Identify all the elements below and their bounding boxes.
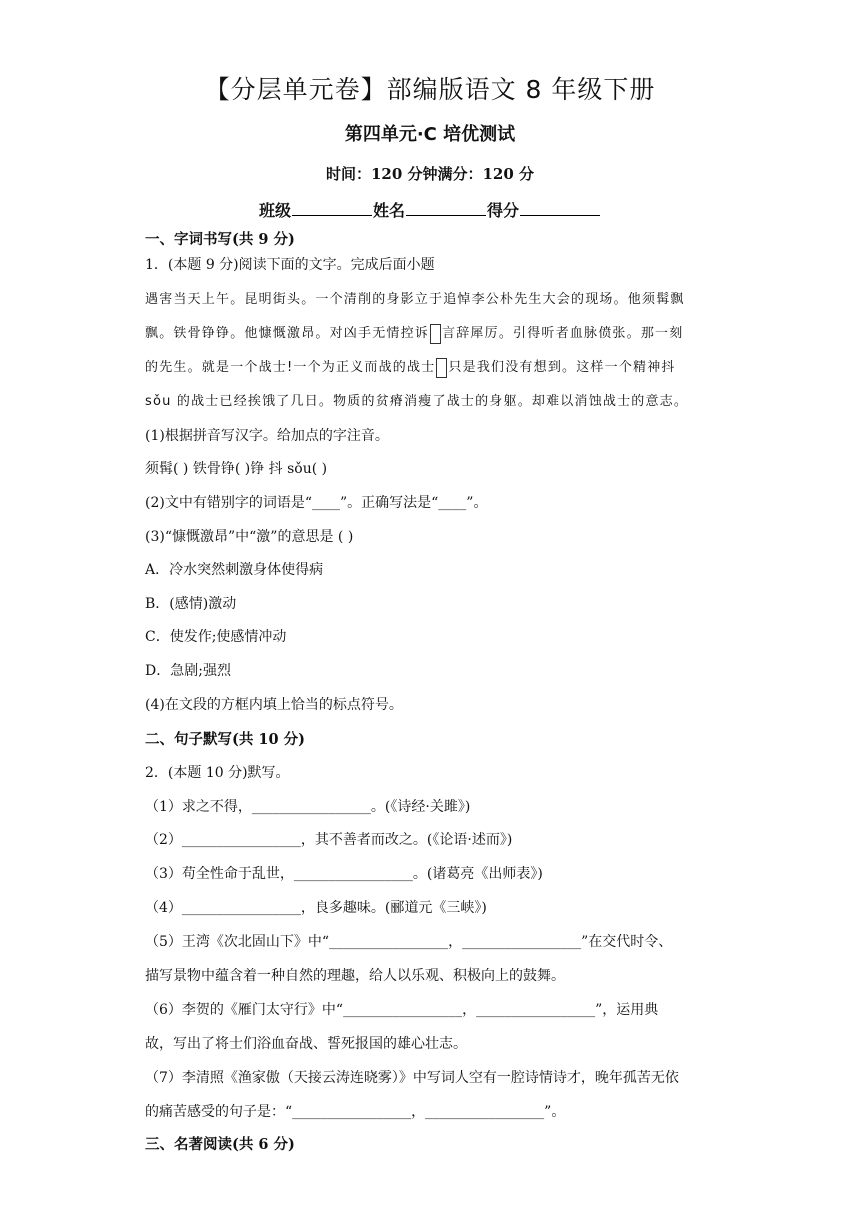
dictation-item-2: （2）_________________，其不善者而改之。(《论语·述而》) (145, 832, 513, 848)
dictation-item-5: （5）王湾《次北固山下》中“_________________，_________________”在交代时令、 (145, 934, 673, 950)
section2-heading: 二、句子默写(共 10 分) (145, 731, 305, 748)
dictation-item-7: （7）李清照《渔家傲（天接云涛连晓雾）》中写词人空有一腔诗情诗才，晚年孤苦无依 (145, 1070, 679, 1086)
time-and-score: 时间：120 分钟满分：120 分 (325, 165, 535, 183)
passage-line-4: sǒu 的战士已经挨饿了几日。物质的贫瘠消瘦了战士的身躯。却难以消蚀战士的意志。 (145, 394, 689, 409)
passage-line-2b: 言辞犀厉。引得听者血脉偾张。那一刻 (442, 326, 684, 341)
passage-line-3a: 的先生。就是一个战士!一个为正义而战的战士 (145, 360, 436, 375)
punctuation-box-2[interactable] (436, 358, 447, 378)
class-label: 班级 (258, 201, 291, 220)
question1-intro: 1．(本题 9 分)阅读下面的文字。完成后面小题 (145, 257, 435, 273)
section3-heading: 三、名著阅读(共 6 分) (145, 1136, 295, 1153)
question2-intro: 2．(本题 10 分)默写。 (145, 765, 290, 781)
option-a: A．冷水突然刺激身体使得病 (145, 562, 324, 578)
dictation-item-7-cont: 的痛苦感受的句子是：“_________________，_________________”。 (145, 1104, 566, 1120)
section1-heading: 一、字词书写(共 9 分) (145, 231, 295, 248)
name-blank[interactable] (406, 201, 486, 216)
dictation-item-1: （1）求之不得，_________________。(《诗经·关雎》) (145, 799, 471, 815)
class-blank[interactable] (292, 201, 372, 216)
exam-title: 【分层单元卷】部编版语文 8 年级下册 (204, 75, 656, 104)
exam-subtitle: 第四单元·C 培优测试 (344, 124, 516, 145)
sub-question-4: (4)在文段的方框内填上恰当的标点符号。 (145, 697, 403, 713)
sub-question-2: (2)文中有错别字的词语是“____”。正确写法是“____”。 (145, 495, 488, 511)
sub-question-3: (3)“慷慨激昂”中“激”的意思是 ( ) (145, 529, 354, 545)
passage-line-1: 遇害当天上午。昆明街头。一个清削的身影立于追悼李公朴先生大会的现场。他须髯飘 (145, 292, 685, 307)
dictation-item-3: （3）苟全性命于乱世，_________________。(诸葛亮《出师表》) (145, 866, 543, 882)
option-d: D．急剧;强烈 (145, 663, 231, 679)
sub-question-1: (1)根据拼音写汉字。给加点的字注音。 (145, 428, 389, 444)
punctuation-box-1[interactable] (430, 324, 441, 344)
option-b: B．(感情)激动 (145, 596, 237, 612)
score-blank[interactable] (520, 201, 600, 216)
dictation-item-6-cont: 故，写出了将士们浴血奋战、誓死报国的雄心壮志。 (145, 1036, 467, 1052)
dictation-item-4: （4）_________________，良多趣味。(郦道元《三峡》) (145, 900, 487, 916)
name-label: 姓名 (372, 201, 405, 220)
dictation-item-5-cont: 描写景物中蕴含着一种自然的理趣，给人以乐观、积极向上的鼓舞。 (145, 968, 565, 984)
dictation-item-6: （6）李贺的《雁门太守行》中“_________________，_________________”，运用典 (145, 1002, 659, 1018)
option-c: C．使发作;使感情冲动 (145, 629, 287, 645)
passage-line-2 (145, 322, 683, 344)
passage-line-2a: 飘。铁骨铮铮。他慷慨激昂。对凶手无情控诉 (145, 326, 430, 341)
sub-question-1-blanks: 须髯( ) 铁骨铮( )铮 抖 sǒu( ) (145, 461, 328, 477)
student-info-line (0, 198, 860, 221)
passage-line-3 (145, 356, 676, 378)
passage-line-3b: 只是我们没有想到。这样一个精神抖 (448, 360, 676, 375)
score-label: 得分 (487, 201, 520, 220)
